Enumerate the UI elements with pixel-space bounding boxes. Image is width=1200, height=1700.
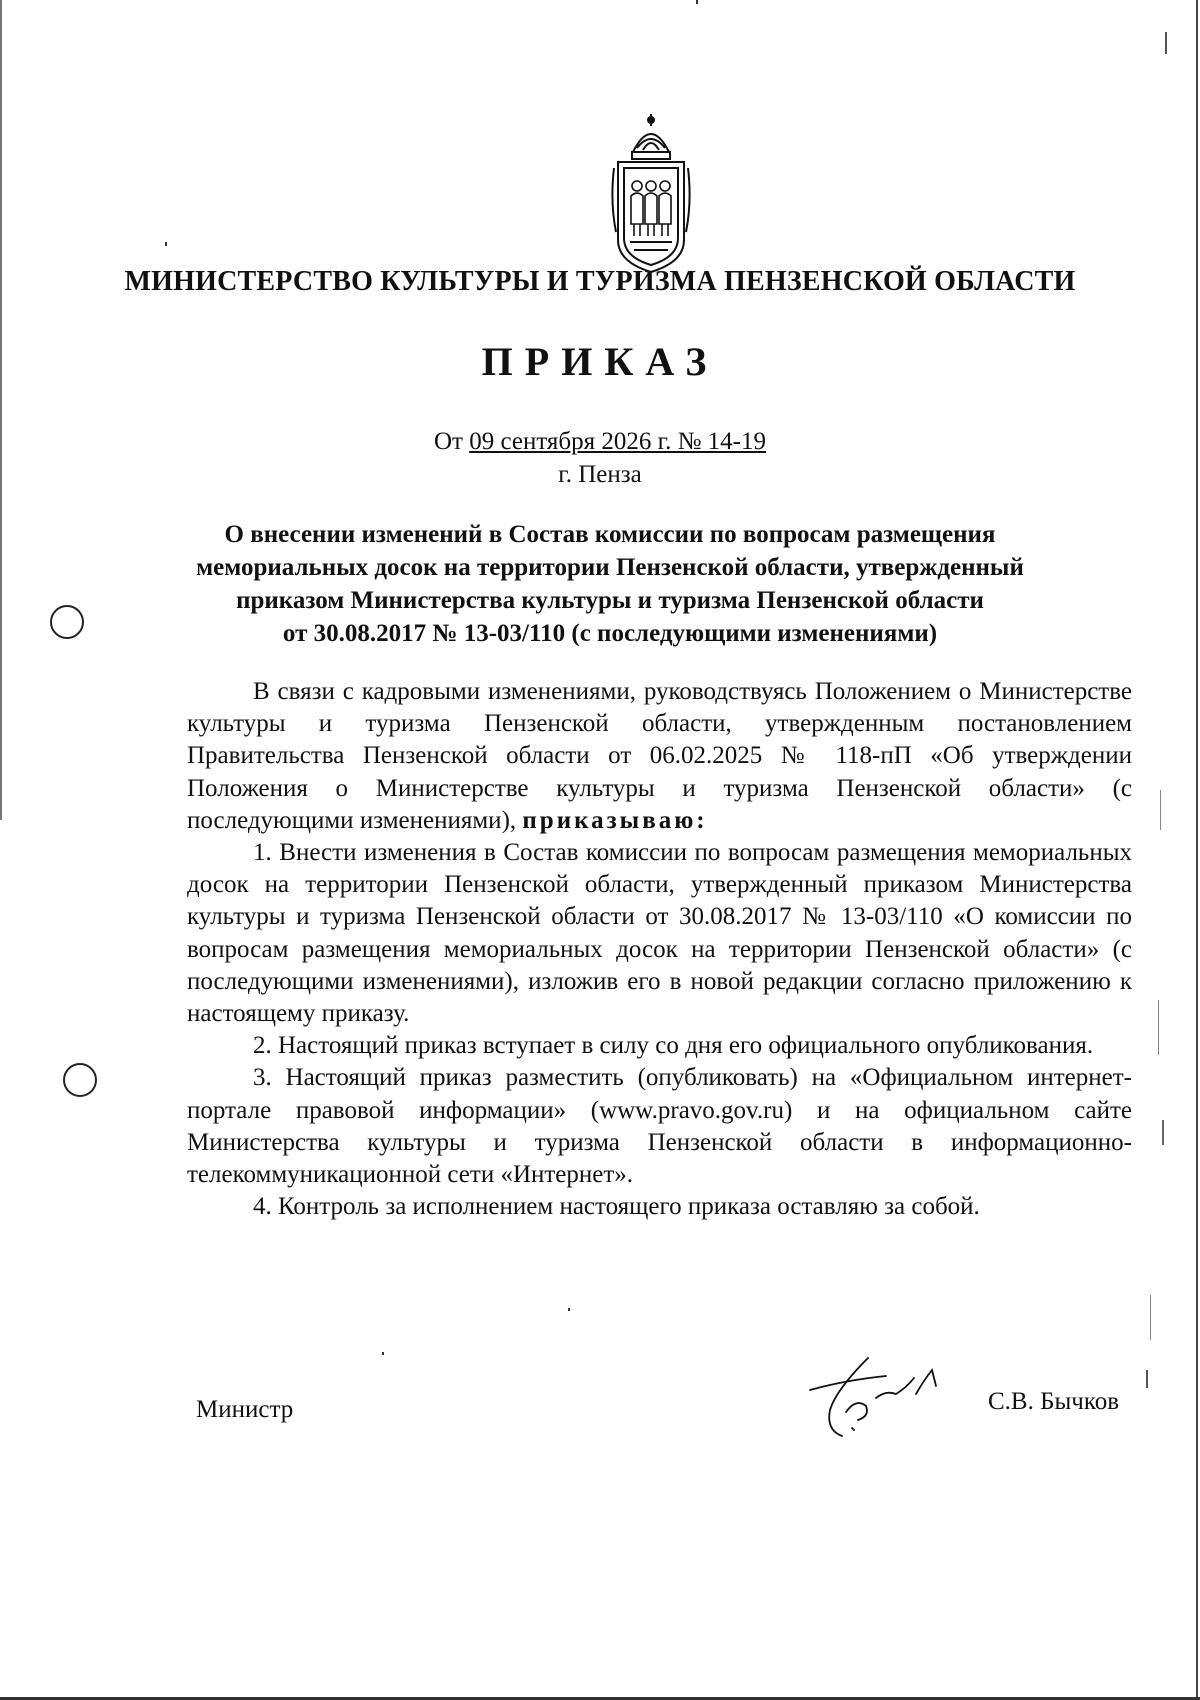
document-type-heading: ПРИКАЗ <box>481 339 719 384</box>
order-item: 4. Контроль за исполнением настоящего приказа оставляю за собой. <box>253 1193 980 1221</box>
handwritten-signature-icon <box>806 1350 966 1450</box>
coat-of-arms-icon <box>610 112 692 277</box>
preamble-text: В связи с кадровыми изменениями, руководствуясь Положением о Министерстве культуры и туризма Пензенской области, утвержденным постановлением Правительства Пензенской области от 06.02.2025 № 118-пП «Об утверждении Положения о Министерстве культуры и туризма Пензенской области» (с последующими изменениями), <box>187 678 1132 834</box>
order-item: 3. Настоящий приказ разместить (опубликовать) на «Официальном интернет-портале правовой информации» (www.pravo.gov.ru) и на официальном сайте Министерства культуры и туризма Пензенской области в информационно-телекоммуникационной сети «Интернет». <box>187 1064 1132 1189</box>
subject-line: мемориальных досок на территории Пензенской области, утвержденный <box>196 554 1024 581</box>
date-prefix: От <box>433 428 470 455</box>
ministry-title: МИНИСТЕРСТВО КУЛЬТУРЫ И ТУРИЗМА ПЕНЗЕНСКОЙ ОБЛАСТИ <box>124 266 1076 297</box>
preamble-paragraph <box>187 676 1132 837</box>
signatory-title: Министр <box>196 1396 294 1423</box>
order-word: приказываю: <box>522 806 708 834</box>
date-number-line <box>0 428 1200 456</box>
order-item: 1. Внести изменения в Состав комиссии по вопросам размещения мемориальных досок на территории Пензенской области, утвержденный приказом Министерства культуры и туризма Пензенской области от 30.08.2017 № 13-03/110 «О комиссии по вопросам размещения мемориальных досок на территории Пензенской области» (с последующими изменениями), изложив его в новой редакции согласно приложению к настоящему приказу. <box>187 839 1132 1028</box>
order-item: 2. Настоящий приказ вступает в силу со дня его официального опубликования. <box>253 1032 1094 1060</box>
order-subject <box>180 518 1040 650</box>
city-line: г. Пенза <box>558 461 642 488</box>
date-number-value: 09 сентября 2026 г. № 14-19 <box>469 428 767 455</box>
signatory-name: С.В. Бычков <box>988 1388 1120 1415</box>
subject-line: О внесении изменений в Состав комиссии по вопросам размещения <box>224 521 996 548</box>
subject-line: приказом Министерства культуры и туризма Пензенской области <box>236 587 984 614</box>
order-body <box>187 676 1132 1223</box>
subject-line: от 30.08.2017 № 13-03/110 (с последующими изменениями) <box>282 620 938 647</box>
